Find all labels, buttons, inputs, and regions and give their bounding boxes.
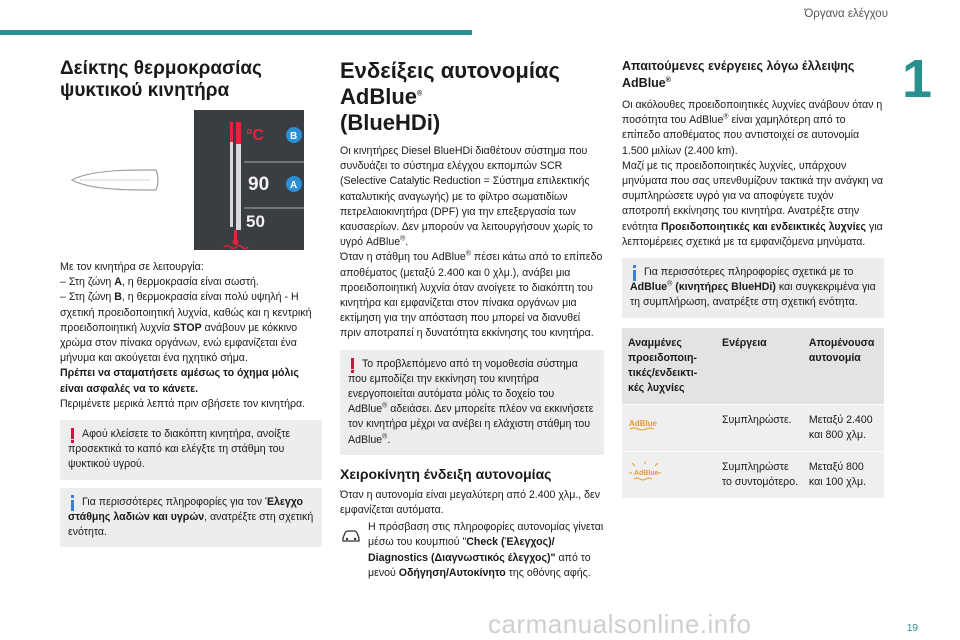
coolant-gauge-illustration bbox=[60, 110, 322, 250]
warning-box-adblue bbox=[340, 350, 604, 455]
text-manual-range: Όταν η αυτονομία είναι μεγαλύτερη από 2.400 χλμ., δεν εμφανίζεται αυτόματα. bbox=[340, 488, 601, 517]
adblue-actions-table bbox=[622, 328, 884, 499]
car-diagnostics-icon bbox=[340, 528, 362, 544]
adblue-lamp-flashing-icon bbox=[628, 460, 662, 484]
warning-text-coolant: Αφού κλείσετε το διακόπτη κινητήρα, ανοίξτε προσεκτικά το καπό και ελέγξτε τη στάθμη του ψυκτικού υγρού. bbox=[68, 428, 291, 471]
text-zone-a: – Στη ζώνη A, η θερμοκρασία είναι σωστή. bbox=[60, 276, 259, 289]
chapter-number: 1 bbox=[901, 49, 932, 109]
adblue-lamp-icon bbox=[628, 413, 662, 433]
table-row bbox=[622, 451, 884, 498]
text-diagnostics: Η πρόσβαση στις πληροφορίες αυτονομίας γίνεται μέσω του κουμπιού "Check (Έλεγχος)/ Diagnostics (Διαγνωστικός έλεγχος)" από το μενού Οδήγηση/Αυτοκίνητο της οθόνης αφής. bbox=[368, 521, 604, 579]
table-header-action: Ενέργεια bbox=[716, 328, 803, 405]
zone-b-label: B bbox=[290, 131, 298, 142]
table-header-range: Απομένουσα αυτονομία bbox=[803, 328, 884, 405]
diagnostics-instruction bbox=[340, 520, 604, 581]
svg-text:AdBlue: AdBlue bbox=[634, 469, 659, 477]
column-coolant-temperature bbox=[60, 58, 322, 555]
column-adblue-range bbox=[340, 58, 604, 581]
gauge-value-high: 90 bbox=[248, 174, 270, 195]
gauge-red-zone bbox=[236, 122, 241, 144]
table-cell-range: Μεταξύ 800 και 100 χλμ. bbox=[803, 451, 884, 498]
column-adblue-actions bbox=[622, 58, 884, 499]
info-box-fluids bbox=[60, 488, 322, 548]
running-head: Όργανα ελέγχου bbox=[804, 8, 888, 20]
table-cell-action: Συμπληρώστε. bbox=[716, 404, 803, 451]
info-icon bbox=[67, 495, 79, 511]
text-warning-lamps: Οι ακόλουθες προειδοποιητικές λυχνίες ανάβουν όταν η ποσότητα του AdBlue® είναι χαμηλότερη από το επίπεδο αποθέματος που αντιστοιχεί σε αυτονομία 1.500 μιλίων (2.400 km). bbox=[622, 99, 883, 157]
page-number: 19 bbox=[906, 623, 918, 634]
table-header-row bbox=[622, 328, 884, 405]
header-accent-bar bbox=[0, 30, 472, 35]
warning-icon bbox=[67, 427, 79, 443]
text-stop-instruction: Πρέπει να σταματήσετε αμέσως το όχημα μόλις είναι ασφαλές να το κάνετε. bbox=[60, 367, 299, 395]
table-header-lamps: Αναμμένες προειδοποιη-τικές/ενδεικτι-κές λυχνίες bbox=[622, 328, 716, 405]
gauge-value-low: 50 bbox=[246, 212, 265, 231]
text-bluehdi-intro: Οι κινητήρες Diesel BlueHDi διαθέτουν σύστημα που συνδυάζει το σύστημα ελέγχου εκπομπών SCR (Selective Catalytic Reduction = Σύστημα επιλεκτικής καταλυτικής αναγωγής) με το φίλτρο σωματιδίων πετρελαιοκινητήρα (DPF) για την επεξεργασία των καυσαερίων. Δεν μπορούν να λειτουργήσουν χωρίς το υγρό AdBlue®. bbox=[340, 145, 593, 249]
table-cell-range: Μεταξύ 2.400 και 800 χλμ. bbox=[803, 404, 884, 451]
text-wait: Περιμένετε μερικά λεπτά πριν σβήσετε τον κινητήρα. bbox=[60, 397, 306, 410]
text-zone-b: – Στη ζώνη B, η θερμοκρασία είναι πολύ υψηλή - Η σχετική προειδοποιητική λυχνία, καθώς και η κεντρική προειδοποιητική λυχνία STOP ανάβουν με κόκκινο χρώμα στον πίνακα οργάνων, ενώ εμφανίζεται ένα μήνυμα και ακούγεται ένα ηχητικό σήμα. bbox=[60, 291, 312, 365]
watermark-text: carmanualsonline.info bbox=[488, 609, 752, 639]
svg-text:AdBlue: AdBlue bbox=[629, 418, 657, 428]
info-text-fluids: Για περισσότερες πληροφορίες για τον Έλεγχο στάθμης λαδιών και υγρών, ανατρέξτε στη σχετική ενότητα. bbox=[68, 495, 314, 539]
text-messages: Μαζί με τις προειδοποιητικές λυχνίες, υπάρχουν μηνύματα που σας υπενθυμίζουν τακτικά την ανάγκη να συμπληρώσετε υγρό για να αποφύγετε τυχόν αποτροπή εκκίνησης του κινητήρα. Ανατρέξτε στην ενότητα Προειδοποιητικές και ενδεικτικές λυχνίες για λεπτομέρειες σχετικά με τα εμφανιζόμενα μηνύματα. bbox=[622, 159, 884, 248]
info-icon bbox=[629, 265, 641, 281]
section-title-adblue: Ενδείξεις αυτονομίας AdBlue® (BlueHDi) bbox=[340, 58, 560, 135]
text-intro: Με τον κινητήρα σε λειτουργία: bbox=[60, 261, 204, 273]
gauge-unit-label: °C bbox=[246, 127, 264, 144]
table-cell-action: Συμπληρώστε το συντομότερο. bbox=[716, 451, 803, 498]
text-adblue-level: Όταν η στάθμη του AdBlue® πέσει κάτω από το επίπεδο αποθέματος (μεταξύ 2.400 και 0 χλμ.), ανάβει μια προειδοποιητική λυχνία όταν ανοίγετε το διακόπτη του κινητήρα και εμφανίζεται στον πίνακα οργάνων μια εκτίμηση για την απόσταση που μπορεί να διανυθεί πριν αποτραπεί η δυνατότητα εκκίνησης του κινητήρα. bbox=[340, 250, 603, 340]
zone-a-label: A bbox=[290, 180, 298, 191]
section-title-coolant: Δείκτης θερμοκρασίας ψυκτικού κινητήρα bbox=[60, 58, 262, 101]
info-box-adblue bbox=[622, 258, 884, 318]
warning-icon bbox=[347, 357, 359, 373]
subsection-title-manual-range: Χειροκίνητη ένδειξη αυτονομίας bbox=[340, 465, 552, 482]
warning-text-adblue: Το προβλεπόμενο από τη νομοθεσία σύστημα που εμποδίζει την εκκίνηση του κινητήρα ενεργοποιείται αυτόματα μόλις το δοχείο του AdBlue® αδειάσει. Δεν μπορείτε πλέον να εκκινήσετε τον κινητήρα μέχρι να ανέβει η ελάχιστη στάθμη του AdBlue®. bbox=[348, 357, 594, 446]
section-title-actions: Απαιτούμενες ενέργειες λόγω έλλειψης AdBlue® bbox=[622, 59, 855, 90]
warning-box-coolant bbox=[60, 420, 322, 480]
table-row bbox=[622, 404, 884, 451]
info-text-adblue: Για περισσότερες πληροφορίες σχετικά με το AdBlue® (κινητήρες BlueHDi) και συγκεκριμένα για τη συμπλήρωση, ανατρέξτε στη σχετική ενότητα. bbox=[630, 266, 876, 309]
